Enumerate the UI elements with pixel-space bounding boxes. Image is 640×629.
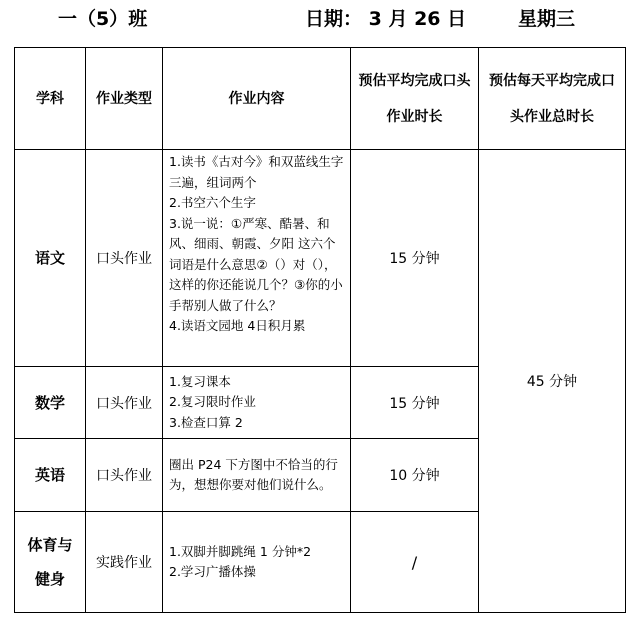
subject-cell: 体育与健身	[15, 512, 86, 613]
date-label: 日期： 3 月 26 日	[305, 8, 467, 30]
type-cell: 实践作业	[86, 512, 163, 613]
content-line: 1.读书《古对今》和双蓝线生字三遍，组词两个	[169, 154, 344, 190]
type-cell: 口头作业	[86, 367, 163, 439]
subject-cell: 语文	[15, 150, 86, 367]
column-header-subject: 学科	[15, 48, 86, 150]
content-cell	[163, 439, 351, 512]
header-row	[15, 48, 626, 150]
column-header-total-time: 预估每天平均完成口头作业总时长	[479, 48, 626, 150]
content-line: 4.读语文园地 4日积月累	[169, 318, 306, 333]
content-line: 3.说一说：①严寒、酷暑、和风、细雨、朝霞、夕阳 这六个词语是什么意思②（）对（），这样的你还能说几个？③你的小手帮别人做了什么？	[169, 215, 343, 313]
table-row	[15, 150, 626, 367]
content-line: 2.书空六个生字	[169, 195, 256, 210]
time-cell: 15 分钟	[351, 150, 479, 367]
content-cell	[163, 512, 351, 613]
content-cell	[163, 367, 351, 439]
content-line: 1.复习课本	[169, 373, 231, 389]
type-cell: 口头作业	[86, 439, 163, 512]
content-cell	[163, 150, 351, 367]
time-cell: 15 分钟	[351, 367, 479, 439]
column-header-type: 作业类型	[86, 48, 163, 150]
weekday-label: 星期三	[518, 8, 576, 30]
subject-cell: 数学	[15, 367, 86, 439]
homework-table	[14, 47, 626, 613]
column-header-content: 作业内容	[163, 48, 351, 150]
content-line: 圈出 P24 下方图中不恰当的行为，想想你要对他们说什么。	[169, 456, 338, 492]
content-line: 3.检查口算 2	[169, 414, 243, 430]
class-name: 一（5）班	[58, 8, 148, 30]
column-header-avg-time: 预估平均完成口头作业时长	[351, 48, 479, 150]
content-line: 2.学习广播体操	[169, 564, 256, 579]
content-line: 2.复习限时作业	[169, 394, 256, 410]
subject-cell: 英语	[15, 439, 86, 512]
total-time-cell: 45 分钟	[479, 150, 626, 613]
time-cell: /	[351, 512, 479, 613]
time-cell: 10 分钟	[351, 439, 479, 512]
type-cell: 口头作业	[86, 150, 163, 367]
content-line: 1.双脚并脚跳绳 1 分钟*2	[169, 543, 312, 559]
